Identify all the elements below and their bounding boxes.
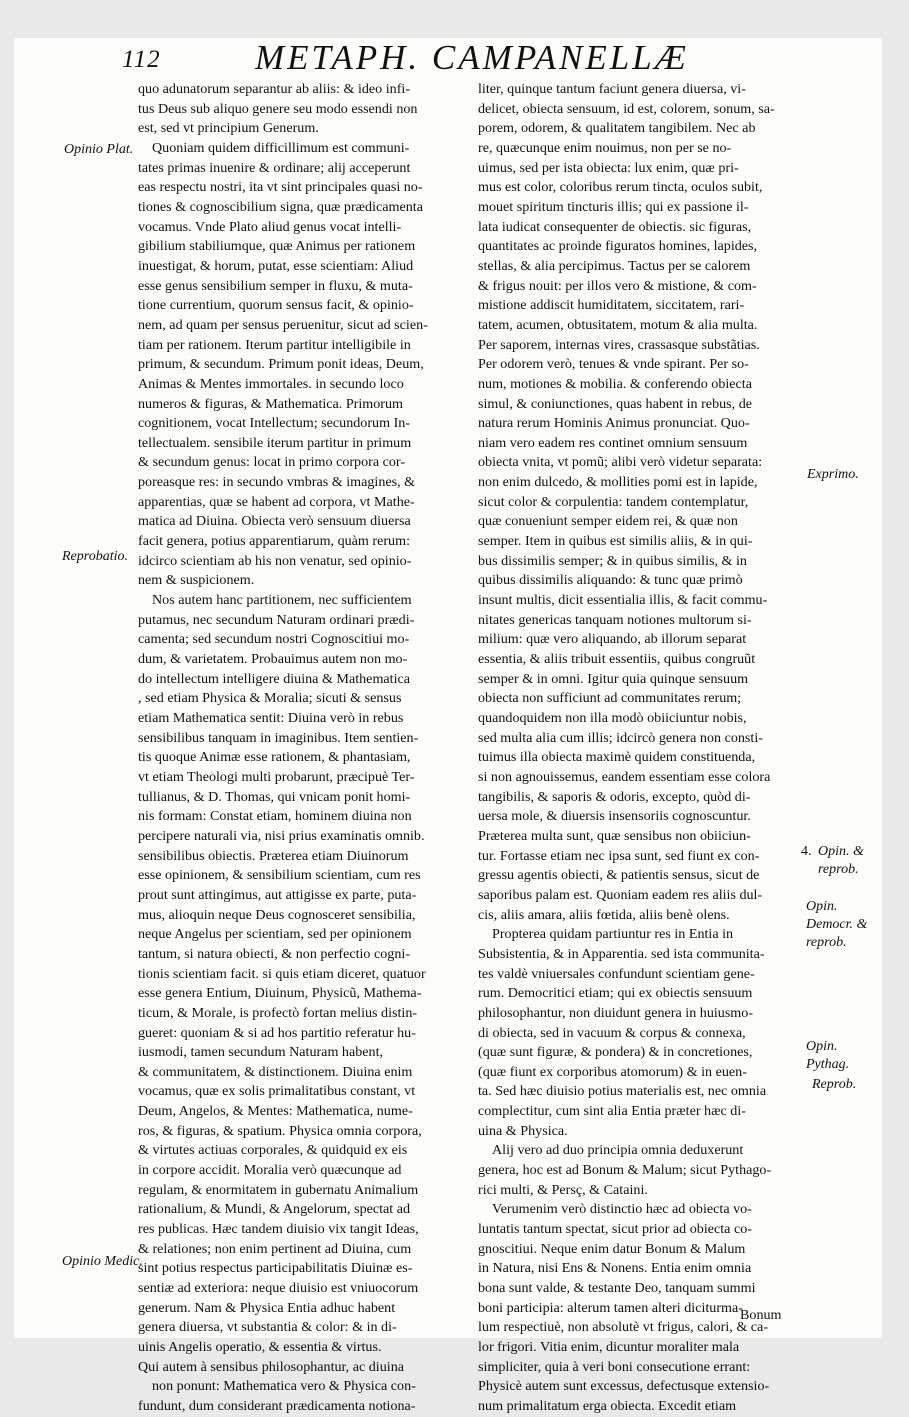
text-line: niam vero eadem res continet omnium sensuum (478, 434, 748, 451)
text-line: semper. Item in quibus est similis aliis, & in qui- (478, 533, 753, 550)
text-line: poreasque res: in secundo vmbras & imagines, & (138, 474, 416, 491)
text-line: uimus, sed per ista obiecta: lux enim, quæ pri- (478, 159, 739, 176)
margin-text: Opinio Plat. (64, 142, 134, 157)
margin-note-opin-pythag (806, 1038, 872, 1074)
text-line: cis, aliis amara, aliis fœtida, aliis benè olens. (478, 906, 730, 923)
text-line: sed multa alia cum illis; idcircò genera non consti- (478, 729, 763, 746)
text-line: esse genera Entium, Diuinum, Physicũ, Mathema- (138, 985, 422, 1002)
text-line: ticum, & Morale, is profectò fortan melius distin- (138, 1004, 418, 1021)
text-line: Verumenim verò distinctio hæc ad obiecta vo- (492, 1201, 752, 1218)
text-line: numeros & figuras, & Mathematica. Primorum (138, 395, 403, 412)
text-line: sicut color & corpulentia: tandem contemplatur, (478, 493, 749, 510)
text-line: Præterea multa sunt, quæ sensibus non obiiciun- (478, 827, 751, 844)
right-column (478, 80, 802, 1417)
text-line: obiecta vnita, vt pomũ; alibi verò videtur separata: (478, 454, 763, 471)
text-line: tuimus illa obiecta maximè quidem constituenda, (478, 749, 756, 766)
text-line: tionis scientiam facit. si quis etiam diceret, quatuor (138, 965, 426, 982)
text-line: uersa mole, & diuersis insensoriis cognoscuntur. (478, 808, 751, 825)
text-line: sentiæ ad exteriora: neque diuisio est vniuocorum (138, 1280, 419, 1297)
text-line: essentia, & aliis tribuit essentiis, quibus congruũt (478, 651, 756, 668)
text-line: Quoniam quidem difficillimum est communi- (152, 139, 410, 156)
text-line: stellas, & alia percipimus. Tactus per se calorem (478, 257, 751, 274)
text-line: quandoquidem non illa modò obiiciuntur nobis, (478, 710, 747, 726)
text-line: esse genus sensibilium semper in fluxu, & muta- (138, 277, 413, 294)
margin-note-exprimo (807, 466, 859, 484)
text-line: quo adunatorum separantur ab aliis: & ideo infi- (138, 81, 411, 97)
text-line: philosophantur, non diuidunt genera in huiusmo- (478, 1004, 754, 1021)
text-line: nem, ad quam per sensus peruenitur, sicut ad scien- (138, 316, 428, 333)
text-line: Per odorem verò, tenues & vnde spirant. Per so- (478, 356, 749, 373)
text-line: dum, & varietatem. Probauimus autem non mo- (138, 651, 408, 668)
text-line: tis quoque Animæ esse rationem, & phantasiam, (138, 749, 411, 766)
running-title: METAPH. CAMPANELLÆ (255, 38, 689, 77)
text-line: rationalium, & Mundi, & Angelorum, spectat ad (138, 1201, 411, 1218)
text-line: semper & in omni. Igitur quia quinque sensuum (478, 670, 749, 687)
text-line: etiam Mathematica sentit: Diuina verò in rebus (138, 710, 404, 726)
text-line: tiam per rationem. Iterum partitur intelligibile in (138, 336, 411, 353)
catchword: Bonum (740, 1307, 782, 1323)
text-line: quantitates ac proinde figuratos homines, lapides, (478, 238, 758, 255)
text-line: cognitionem, vocat Intellectum; secundorum In- (138, 415, 411, 432)
text-line: mistione addiscit humiditatem, siccitatem, rari- (478, 297, 745, 314)
text-line: bona sunt valde, & testante Deo, tanquam summi (478, 1280, 756, 1297)
text-line: saporibus palam est. Quoniam eadem res aliis dul- (478, 886, 763, 903)
text-line: boni participia: alterum tamen alteri diciturma- (478, 1299, 743, 1316)
text-line: luntatis tantum spectat, sicut prior ad obiecta co- (478, 1221, 752, 1238)
text-line: simul, & coniunctiones, quas habent in rebus, de (478, 395, 752, 412)
margin-note-opinio-medic (62, 1253, 143, 1271)
text-line: neque Angelus per scientiam, sed per opinionem (138, 926, 412, 943)
text-line: tates primas inuenire & ordinare; alij acceperunt (138, 159, 411, 176)
text-line: rum. Democritici etiam; qui ex obiectis sensuum (478, 985, 753, 1002)
text-line: Subsistentia, & in Apparentia. sed ista communita- (478, 945, 765, 962)
margin-text: Opin. Democr. & reprob. (806, 899, 868, 950)
text-line: simpliciter, quia à veri boni consecutione errant: (478, 1358, 751, 1375)
text-line: mus, alioquin neque Deus cognosceret sensibilia, (138, 906, 416, 923)
text-line: in corpore accidit. Moralia verò quæcunque ad (138, 1162, 402, 1179)
text-line: ros, & figuras, & spatium. Physica omnia corpora, (138, 1122, 422, 1139)
margin-note-reprobatio (62, 548, 128, 566)
text-line: do intellectum intelligere diuina & Mathematica (138, 670, 410, 687)
text-line: Alij vero ad duo principia omnia deduxerunt (492, 1142, 744, 1159)
text-line: Per saporem, internas vires, crassasque substãtias. (478, 336, 760, 353)
text-line: generum. Nam & Physica Entia adhuc habent (138, 1299, 396, 1316)
text-line: fundunt, dum considerant prædicamenta notiona- (138, 1397, 416, 1414)
text-line: primum, & secundum. Primum ponit ideas, Deum, (138, 356, 424, 373)
text-line: sensibilibus tanquam in imaginibus. Item sentien- (138, 729, 419, 746)
text-line: tes valdè vniuersales confundunt scientiam gene- (478, 965, 755, 982)
text-line: , sed etiam Physica & Moralia; sicuti & sensus (138, 690, 402, 707)
text-line: num, motiones & mobilia. & conferendo obiecta (478, 375, 752, 392)
margin-text: Opin. Pythag. (806, 1039, 850, 1072)
text-line: nem & suspicionem. (138, 572, 255, 589)
margin-text: Opin. & reprob. (818, 844, 864, 877)
text-line: gibilium stabiliumque, quæ Animus per rationem (138, 238, 416, 255)
text-line: & relationes; non enim pertinent ad Diuina, cum (138, 1240, 412, 1257)
text-line: camenta; sed secundum nostri Cognoscitiui mo- (138, 631, 410, 648)
margin-note-opin-democr (806, 898, 876, 952)
text-line: delicet, obiecta sensuum, id est, colorem, sonum, sa- (478, 100, 775, 117)
margin-text: Reprobatio. (62, 549, 128, 564)
text-line: Qui autem à sensibus philosophantur, ac diuina (138, 1358, 404, 1375)
text-line: lor frigori. Vitia enim, dicuntur moraliter mala (478, 1339, 740, 1355)
text-line: esse opinionem, & sensibilium scientiam, cum res (138, 867, 421, 884)
text-line: vt etiam Theologi multi probarunt, præcipuè Ter- (138, 768, 415, 785)
text-line: quibus dissimilis aliquando: & tunc quæ primò (478, 572, 743, 589)
text-line: non ponunt: Mathematica vero & Physica con- (152, 1378, 416, 1395)
text-line: si non agnouissemus, eandem essentiam esse colora (478, 768, 771, 785)
text-line: mouet spiritum tincturis illis; qui ex passione il- (478, 198, 749, 215)
text-line: uina & Physica. (478, 1122, 568, 1139)
left-column (138, 80, 460, 1417)
text-line: putamus, nec secundum Naturam ordinari prædi- (138, 611, 415, 628)
text-line: porem, odorem, & qualitatem tangibilem. Nec ab (478, 120, 756, 137)
margin-text: Reprob. (812, 1077, 857, 1092)
page-number: 112 (122, 46, 161, 73)
text-line: inuestigat, & horum, putat, esse scientiam: Aliud (138, 257, 414, 274)
text-line: & frigus nouit: per illos vero & mistione, & com- (478, 277, 757, 294)
text-line: tangibilis, & saporis & odoris, excepto, quòd di- (478, 788, 751, 805)
text-line: tullianus, & D. Thomas, qui vnicam ponit homi- (138, 788, 411, 805)
margin-note-opin-reprob (818, 843, 878, 879)
text-line: sint potius respectus participabilitatis Diuinæ es- (138, 1260, 413, 1277)
text-line: sensibilibus obiectis. Præterea etiam Diuinorum (138, 847, 409, 864)
text-line: & secundum genus: locat in primo corpora cor- (138, 454, 406, 471)
text-line: gueret: quoniam & si ad hos partitio referatur hu- (138, 1024, 416, 1041)
text-line: tur. Fortasse etiam nec ipsa sunt, sed fiunt ex con- (478, 847, 760, 864)
text-line: lum respectiuè, non absolutè vt frigus, calori, & ca- (478, 1319, 769, 1336)
text-line: non enim dulcedo, & mollities pomi est in lapide, (478, 474, 758, 491)
text-line: regulam, & enormitatem in gubernatu Animalium (138, 1181, 419, 1198)
text-line: insunt multis, dicit essentialia illis, & facit commu- (478, 592, 768, 609)
margin-text: Exprimo. (807, 467, 859, 482)
margin-text: 4. (801, 844, 812, 859)
text-line: uinis Angelis operatio, & essentia & virtus. (138, 1339, 382, 1355)
text-line: gnoscitiui. Neque enim datur Bonum & Malum (478, 1240, 746, 1257)
text-line: eas respectu nostri, ita vt sint principales quasi no- (138, 179, 423, 196)
text-line: in Natura, nisi Ens & Nonens. Entia enim omnia (478, 1260, 752, 1277)
text-line: (quæ sunt figuræ, & pondera) & in concretiones, (478, 1044, 753, 1061)
text-line: nitates genericas tanquam notiones multorum si- (478, 611, 752, 628)
margin-text: Opinio Medic. (62, 1254, 143, 1269)
text-line: milium: quæ vero aliquando, ab illorum separat (478, 631, 747, 648)
text-line: nis formam: Constat etiam, hominem diuina non (138, 808, 412, 825)
text-line: tantum, si natura obiecti, & non perfectio cogni- (138, 945, 411, 962)
text-line: genera diuersa, vt substantia & color: & in di- (138, 1319, 397, 1336)
text-line: gressu agentis obiecti, & patientis sensus, sicut de (478, 867, 760, 884)
text-line: prout sunt attingimus, aut attigisse ex parte, puta- (138, 886, 417, 903)
text-line: Nos autem hanc partitionem, nec sufficientem (152, 592, 412, 609)
text-line: tione currentium, quorum sensus facit, & opinio- (138, 297, 414, 314)
text-line: tus Deus sub aliquo genere seu modo essendi non (138, 100, 418, 117)
text-line: matica ad Diuina. Obiecta verò sensuum diuersa (138, 513, 411, 530)
text-line: re, quæcunque enim nouimus, non per se no- (478, 139, 732, 156)
text-line: mus est color, coloribus rerum tincta, oculos subit, (478, 179, 763, 196)
text-line: natura rerum Hominis Animus pronunciat. Quo- (478, 415, 750, 432)
text-line: tiones & cognoscibilium signa, quæ prædicamenta (138, 198, 423, 215)
text-line: Physicè autem sunt excessus, defectusque extensio- (478, 1378, 770, 1395)
text-line: idcirco scientiam ab his non venatur, sed opinio- (138, 552, 412, 569)
text-line: Animas & Mentes immortales. in secundo loco (138, 375, 404, 392)
text-line: num primalitatum erga obiecta. Excedit etiam (478, 1397, 737, 1414)
text-line: vocamus. Vnde Plato aliud genus vocat intelli- (138, 218, 402, 235)
margin-note-number (801, 843, 812, 861)
text-line: tatem, acumen, obtusitatem, motum & alia multa. (478, 316, 758, 333)
text-line: obiecta non sufficiunt ad communitates rerum; (478, 690, 742, 707)
text-line: & communitatem, & distinctionem. Diuina enim (138, 1063, 413, 1080)
text-line: iusmodi, tamen secundum Naturam habent, (138, 1044, 384, 1061)
margin-note-reprob (812, 1076, 856, 1094)
text-line: vocamus, quæ ex solis primalitatibus constant, vt (138, 1083, 416, 1100)
text-line: (quæ fiunt ex corporibus atomorum) & in euen- (478, 1063, 747, 1080)
text-line: genera, hoc est ad Bonum & Malum; sicut Pythago- (478, 1162, 772, 1179)
text-line: & virtutes actiuas corporales, & quidquid ex eis (138, 1142, 408, 1159)
text-line: percipere naturali via, nisi prius examinatis omnib. (138, 827, 425, 844)
text-line: quæ conueniunt semper eidem rei, & quæ non (478, 513, 738, 530)
text-line: rici multi, & Persç, & Cataini. (478, 1181, 648, 1198)
text-line: ta. Sed hæc diuisio potius materialis est, nec omnia (478, 1083, 767, 1100)
margin-note-opinio-plat (64, 141, 133, 159)
text-line: lata iudicat consequenter de obiectis. sic figuras, (478, 218, 752, 235)
text-line: complectitur, cum sint alia Entia præter hæc di- (478, 1103, 746, 1120)
text-line: Propterea quidam partiuntur res in Entia in (492, 926, 734, 943)
text-line: liter, quinque tantum faciunt genera diuersa, vi- (478, 81, 746, 97)
text-line: apparentias, quæ se habent ad corpora, vt Mathe- (138, 493, 415, 510)
text-line: res publicas. Hæc tandem diuisio vix tangit Ideas, (138, 1221, 419, 1238)
text-line: Deum, Angelos, & Mentes: Mathematica, nume- (138, 1103, 413, 1120)
text-line: est, sed vt principium Generum. (138, 120, 319, 137)
text-line: bus dissimilis semper; & in quibus similis, & in (478, 552, 747, 569)
text-line: tellectualem. sensibile iterum partitur in primum (138, 434, 412, 451)
text-line: facit genera, potius apparentiarum, quàm rerum: (138, 533, 410, 550)
text-line: di obiecta, sed in vacuum & corpus & connexa, (478, 1024, 746, 1041)
